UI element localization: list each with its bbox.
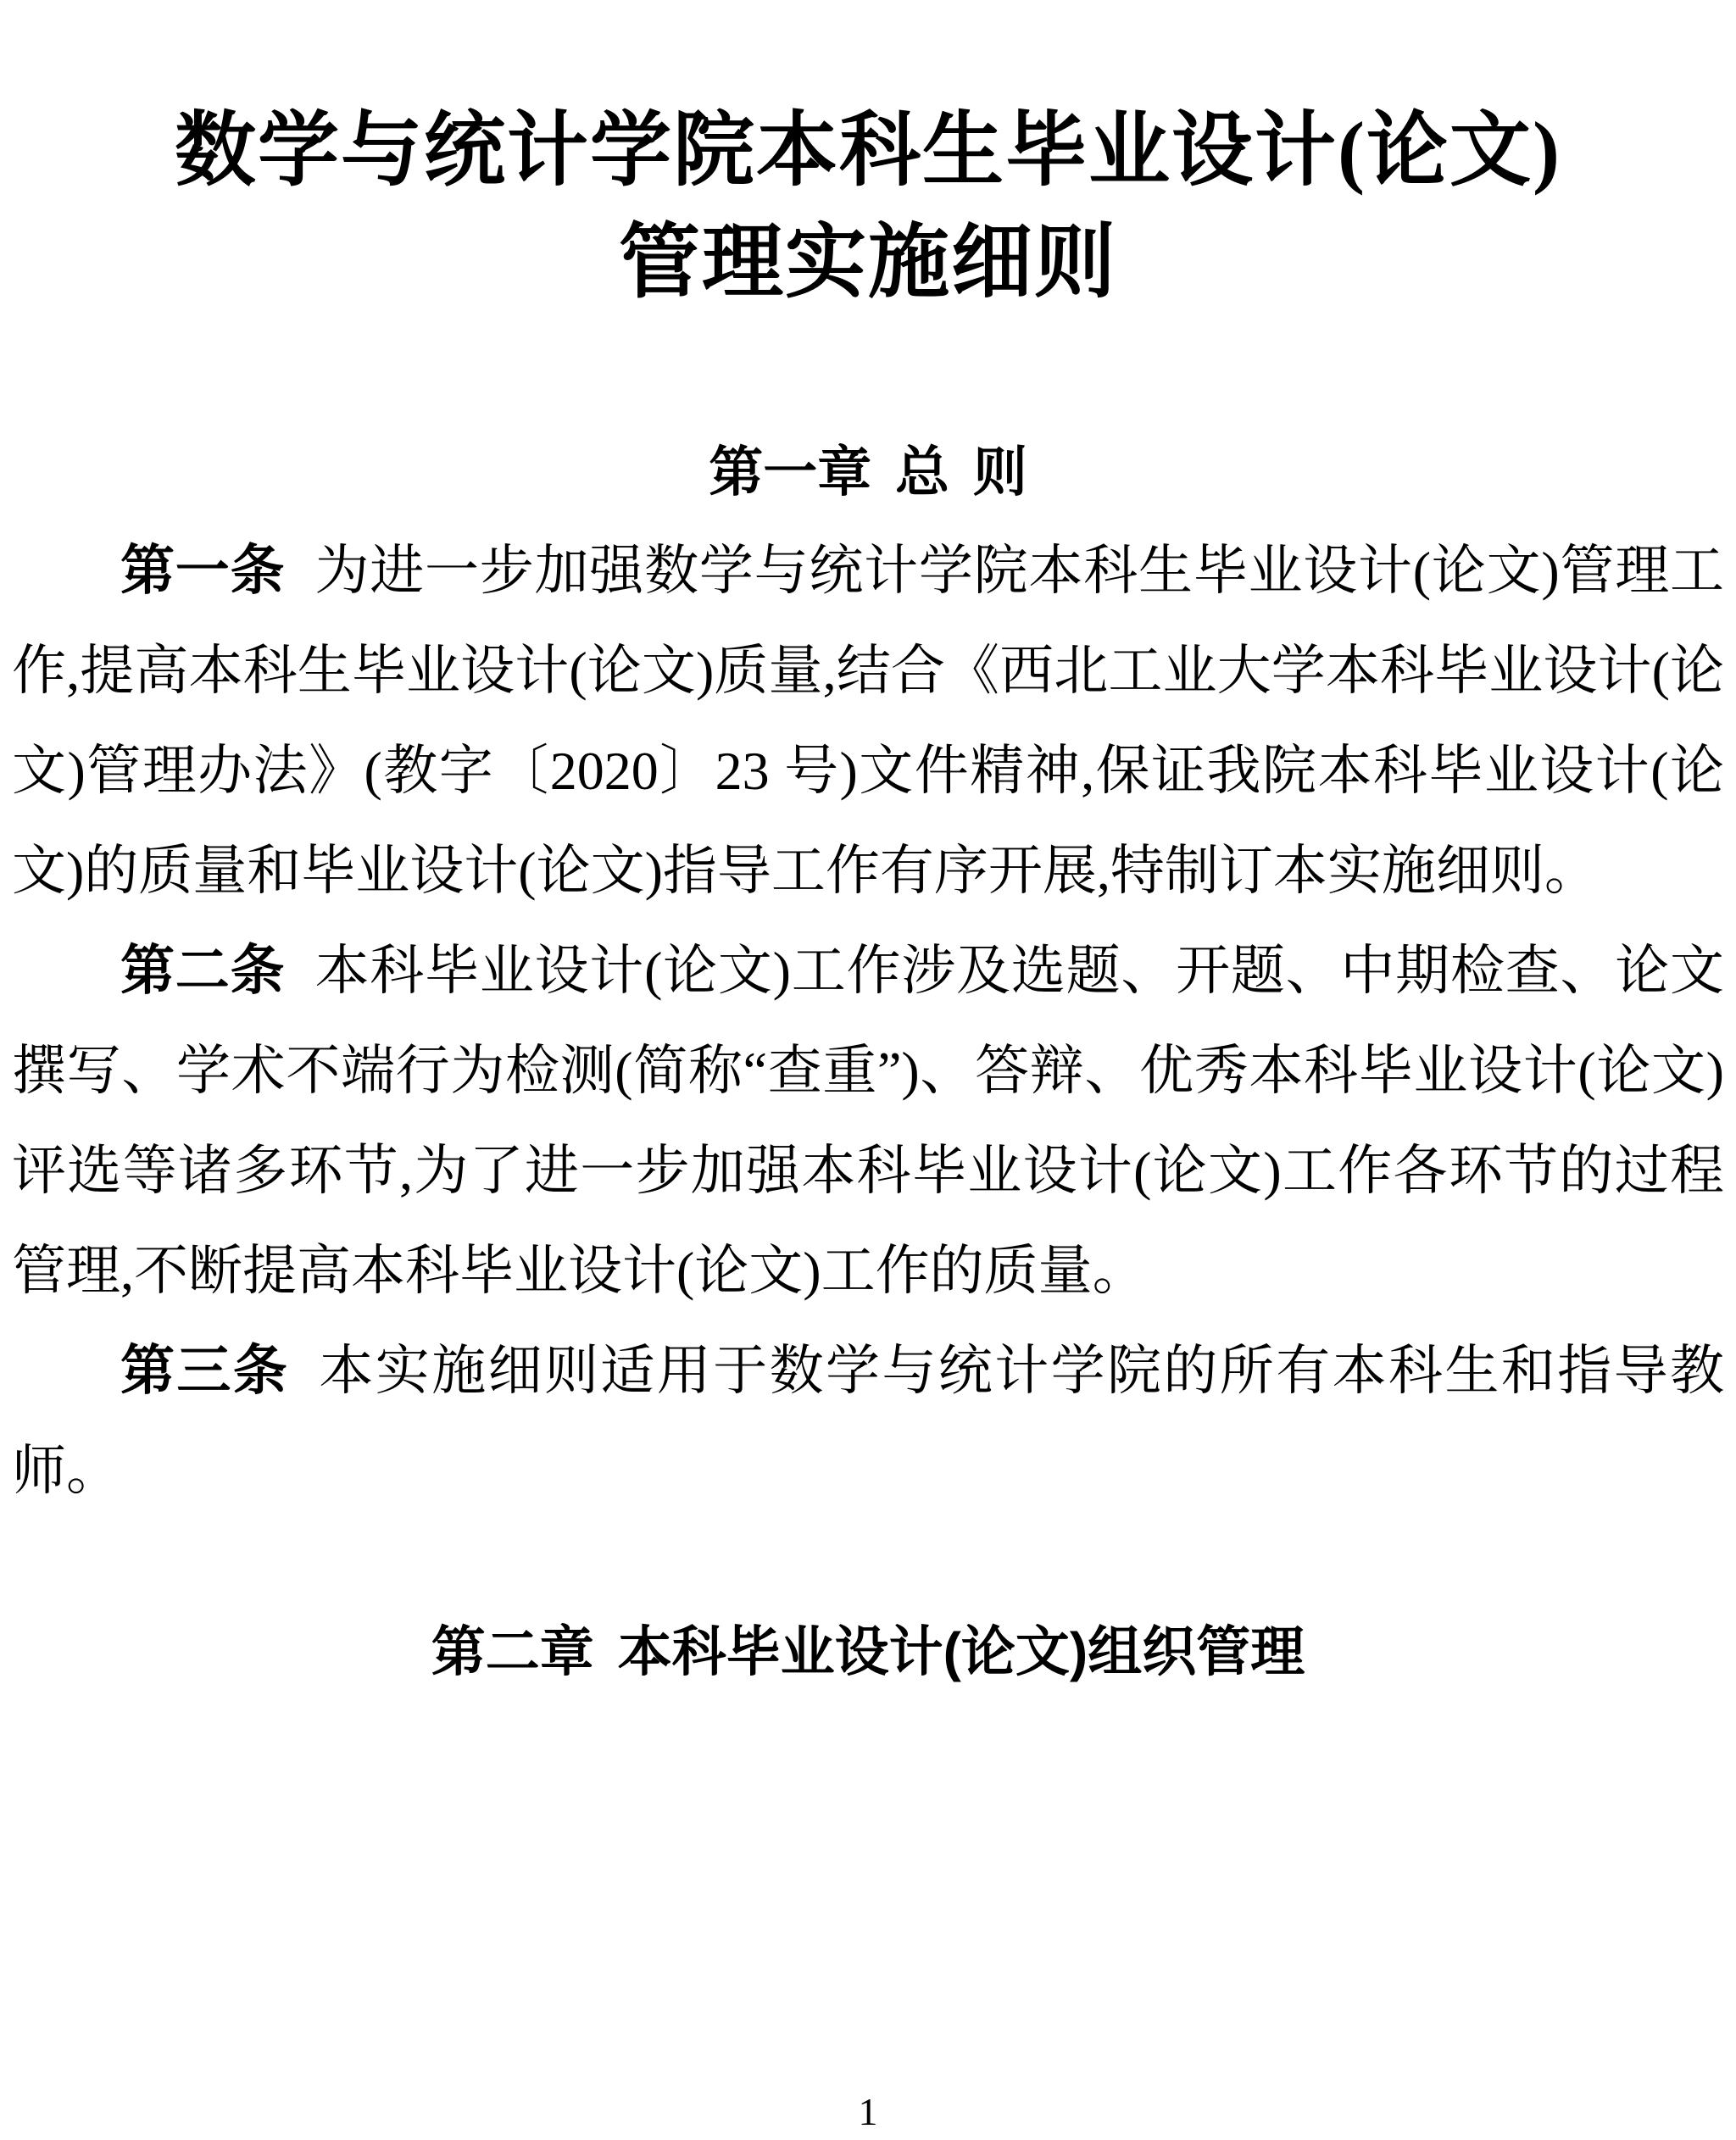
article-1-label: 第一条 — [120, 541, 286, 601]
chapter-2-heading: 第二章 本科毕业设计(论文)组织管理 — [431, 1621, 1305, 1682]
title-line-2: 管理实施细则 — [619, 217, 1117, 308]
title-line-1: 数学与统计学院本科生毕业设计(论文) — [175, 105, 1561, 196]
page-number: 1 — [858, 2090, 878, 2133]
document-title — [12, 95, 1724, 319]
article-3-label: 第三条 — [120, 1341, 290, 1401]
article-3-text: 本实施细则适用于数学与统计学院的所有本科生和指导教师。 — [12, 1341, 1724, 1501]
article-3 — [12, 1321, 1724, 1521]
article-1 — [12, 521, 1724, 921]
article-2-label: 第二条 — [120, 941, 286, 1001]
chapter-1-heading: 第一章 总 则 — [709, 442, 1027, 503]
article-2 — [12, 921, 1724, 1321]
article-1-text: 为进一步加强数学与统计学院本科生毕业设计(论文)管理工作,提高本科生毕业设计(论文)质量,结合《西北工业大学本科毕业设计(论文)管理办法》(教字〔2020〕23 号)文件精神,保证我院本科毕业设计(论文)的质量和毕业设计(论文)指导工作有序开展,特制订本实施细则。 — [12, 541, 1724, 901]
article-2-text: 本科毕业设计(论文)工作涉及选题、开题、中期检查、论文撰写、学术不端行为检测(简称“查重”)、答辩、优秀本科毕业设计(论文)评选等诸多环节,为了进一步加强本科毕业设计(论文)工作各环节的过程管理,不断提高本科毕业设计(论文)工作的质量。 — [12, 941, 1724, 1301]
